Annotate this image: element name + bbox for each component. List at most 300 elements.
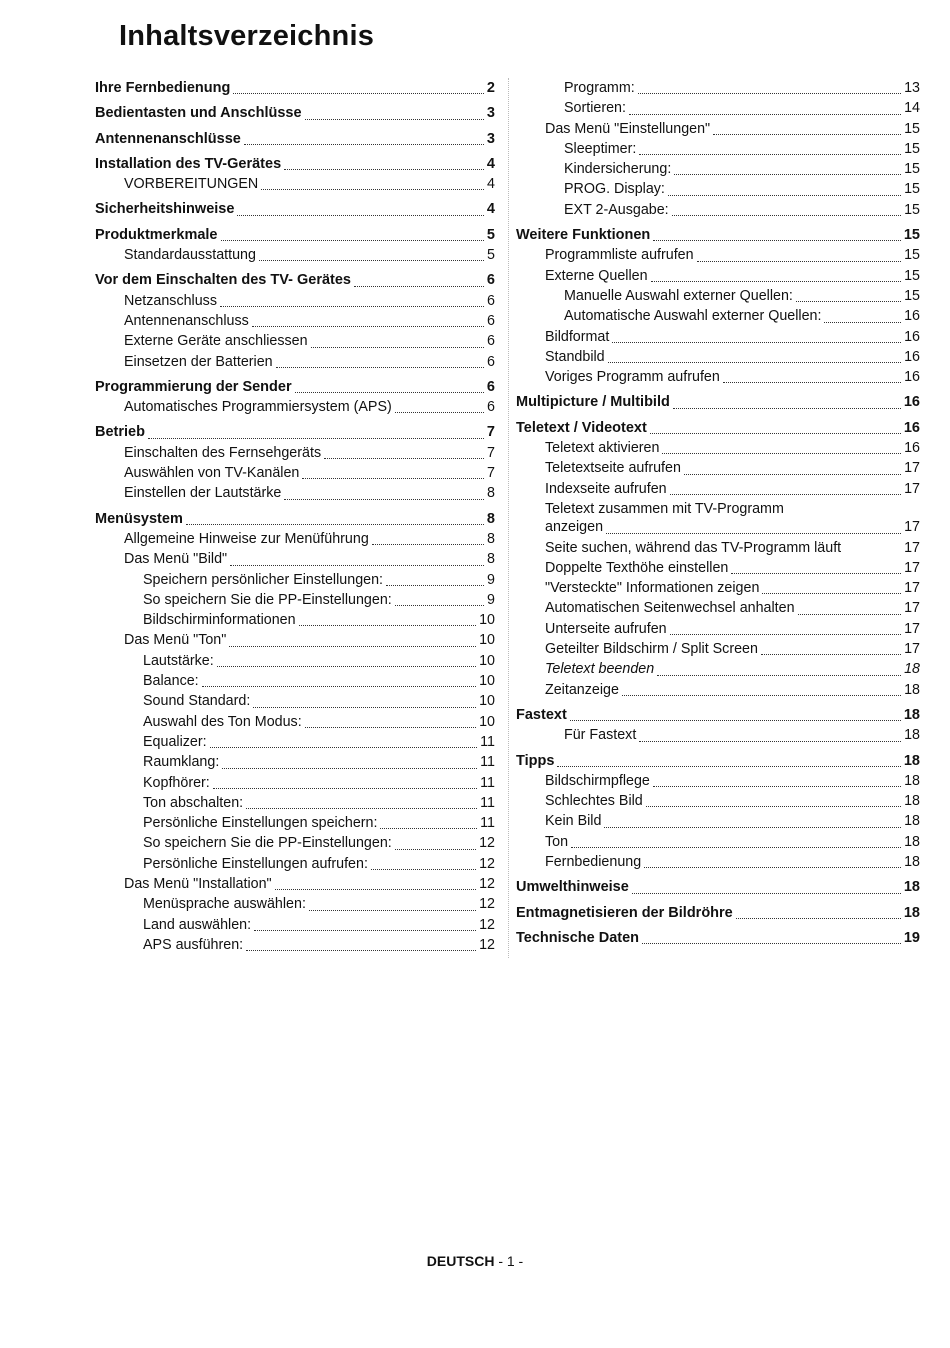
toc-entry-label: Schlechtes Bild — [545, 793, 643, 810]
toc-entry-label: Teletext beenden — [545, 661, 655, 678]
toc-entry-label: Speichern persönlicher Einstellungen: — [143, 571, 384, 588]
dot-leader — [252, 326, 484, 327]
dot-leader — [638, 93, 901, 94]
toc-entry — [95, 570, 495, 590]
toc-entry-label: Bildformat — [545, 328, 610, 345]
toc-entry-page: 3 — [486, 105, 495, 122]
toc-entry-label: Installation des TV-Gerätes — [95, 155, 282, 172]
dot-leader — [653, 786, 901, 787]
toc-entry-label: "Versteckte" Informationen zeigen — [545, 580, 760, 597]
toc-entry — [95, 732, 495, 752]
toc-section — [95, 129, 495, 149]
toc-entry-page: 18 — [904, 772, 920, 789]
toc-entry-page: 17 — [904, 460, 920, 477]
dot-leader — [229, 646, 476, 647]
toc-entry-label: Das Menü "Installation" — [124, 875, 272, 892]
toc-section — [95, 422, 495, 442]
toc-entry-label: Sleeptimer: — [564, 140, 637, 157]
toc-entry — [516, 306, 920, 326]
dot-leader — [557, 766, 900, 767]
dot-leader — [213, 788, 477, 789]
toc-entry — [95, 443, 495, 463]
toc-entry-page: 17 — [904, 620, 920, 637]
toc-entry-label: Menüsprache auswählen: — [143, 896, 306, 913]
toc-entry-label: Antennenanschlüsse — [95, 130, 241, 147]
dot-leader — [639, 741, 901, 742]
toc-entry-page: 10 — [479, 632, 495, 649]
toc-entry — [516, 139, 920, 159]
toc-right-column — [516, 78, 920, 948]
toc-entry-page: 7 — [487, 465, 495, 482]
toc-entry-label: Geteilter Bildschirm / Split Screen — [545, 641, 758, 658]
toc-entry-page: 8 — [487, 485, 495, 502]
toc-entry-label: Auswahl des Ton Modus: — [143, 713, 302, 730]
toc-entry-label: Das Menü "Einstellungen" — [545, 120, 711, 137]
toc-entry — [95, 712, 495, 732]
toc-entry — [95, 915, 495, 935]
dot-leader — [148, 438, 484, 439]
toc-section — [95, 103, 495, 123]
toc-entry-page: 15 — [904, 201, 920, 218]
dot-leader — [650, 433, 901, 434]
dot-leader — [237, 215, 484, 216]
toc-entry-page: 16 — [903, 394, 920, 411]
dot-leader — [395, 849, 476, 850]
toc-entry-label: Teletext zusammen mit TV-Programm — [545, 500, 784, 517]
toc-entry-label: So speichern Sie die PP-Einstellungen: — [143, 591, 392, 608]
toc-entry-page: 7 — [486, 424, 495, 441]
toc-entry-label: Kein Bild — [545, 813, 602, 830]
toc-entry-page: 10 — [479, 713, 495, 730]
toc-entry-label: Automatischen Seitenwechsel anhalten — [545, 600, 795, 617]
toc-entry — [95, 773, 495, 793]
toc-entry — [516, 499, 920, 519]
toc-entry-page: 17 — [904, 519, 920, 536]
toc-section — [516, 928, 920, 948]
toc-entry — [95, 352, 495, 372]
toc-entry-label: Ton — [545, 833, 569, 850]
toc-entry-label: Unterseite aufrufen — [545, 620, 667, 637]
toc-entry-label: Für Fastext — [564, 727, 637, 744]
toc-section — [95, 377, 495, 397]
toc-entry-page: 10 — [479, 673, 495, 690]
toc-entry-label: PROG. Display: — [564, 181, 665, 198]
toc-entry-page: 2 — [486, 80, 495, 96]
toc-entry-page: 15 — [904, 267, 920, 284]
toc-entry — [516, 832, 920, 852]
toc-entry-page: 18 — [903, 904, 920, 921]
toc-entry-label: VORBEREITUNGEN — [124, 176, 259, 193]
toc-entry-page: 18 — [904, 853, 920, 870]
toc-entry — [516, 538, 920, 558]
dot-leader — [253, 707, 476, 708]
toc-section — [516, 903, 920, 923]
toc-entry-label: Raumklang: — [143, 754, 220, 771]
dot-leader — [371, 869, 476, 870]
toc-entry — [516, 286, 920, 306]
dot-leader — [324, 458, 484, 459]
toc-entry-label: Sound Standard: — [143, 693, 251, 710]
toc-entry-label: Doppelte Texthöhe einstellen — [545, 559, 729, 576]
dot-leader — [284, 169, 484, 170]
dot-leader — [186, 524, 484, 525]
dot-leader — [380, 828, 477, 829]
toc-entry-page: 17 — [904, 559, 920, 576]
toc-entry-page: 17 — [904, 600, 920, 617]
dot-leader — [673, 408, 901, 409]
toc-entry-page: 8 — [487, 551, 495, 568]
toc-entry — [516, 639, 920, 659]
dot-leader — [796, 301, 901, 302]
toc-entry — [95, 174, 495, 194]
toc-entry — [95, 793, 495, 813]
toc-entry-page: 6 — [487, 312, 495, 329]
dot-leader — [395, 605, 484, 606]
toc-entry-label: Programmierung der Sender — [95, 378, 292, 395]
dot-leader — [651, 281, 902, 282]
toc-entry — [95, 894, 495, 914]
toc-left-column — [95, 78, 495, 955]
dot-leader — [723, 382, 901, 383]
dot-leader — [736, 918, 901, 919]
toc-entry-page: 17 — [904, 641, 920, 658]
dot-leader — [305, 119, 484, 120]
toc-entry — [95, 590, 495, 610]
toc-entry — [95, 854, 495, 874]
toc-entry-page: 11 — [480, 733, 495, 750]
toc-entry-label: Standbild — [545, 348, 605, 365]
toc-entry-label: Balance: — [143, 673, 199, 690]
dot-leader — [395, 412, 484, 413]
toc-entry-page: 11 — [480, 754, 495, 771]
footer-language: DEUTSCH — [426, 1253, 495, 1269]
toc-entry-label: Bedientasten und Anschlüsse — [95, 105, 302, 122]
toc-entry — [95, 813, 495, 833]
dot-leader — [713, 134, 901, 135]
dot-leader — [246, 950, 476, 951]
toc-entry-label: Ton abschalten: — [143, 794, 244, 811]
toc-entry-label: Programmliste aufrufen — [545, 247, 694, 264]
toc-entry-page: 16 — [904, 348, 920, 365]
toc-entry — [95, 483, 495, 503]
toc-entry-page: 18 — [903, 879, 920, 896]
toc-entry-page: 18 — [904, 661, 920, 678]
toc-entry-page: 16 — [904, 328, 920, 345]
toc-entry — [516, 578, 920, 598]
toc-entry — [95, 671, 495, 691]
dot-leader — [670, 634, 902, 635]
toc-entry-label: Persönliche Einstellungen speichern: — [143, 815, 378, 832]
dot-leader — [606, 533, 901, 534]
dot-leader — [761, 654, 901, 655]
dot-leader — [254, 930, 476, 931]
toc-entry-label: anzeigen — [545, 519, 604, 536]
toc-entry-label: Umwelthinweise — [516, 879, 629, 896]
toc-entry-page: 15 — [904, 120, 920, 137]
toc-entry — [95, 463, 495, 483]
toc-section — [95, 199, 495, 219]
toc-entry — [516, 852, 920, 872]
toc-entry-label: Technische Daten — [516, 929, 640, 946]
dot-leader — [354, 286, 484, 287]
toc-entry-page: 6 — [486, 272, 495, 289]
toc-entry-label: Manuelle Auswahl externer Quellen: — [564, 287, 793, 304]
toc-entry-page: 6 — [487, 292, 495, 309]
dot-leader — [210, 747, 478, 748]
toc-entry-page: 12 — [479, 936, 495, 953]
toc-entry — [95, 833, 495, 853]
dot-leader — [697, 261, 902, 262]
dot-leader — [246, 808, 477, 809]
toc-entry — [95, 752, 495, 772]
dot-leader — [639, 154, 901, 155]
toc-entry-label: Netzanschluss — [124, 292, 217, 309]
toc-entry-label: Produktmerkmale — [95, 226, 218, 243]
page-footer — [0, 1253, 950, 1269]
dot-leader — [670, 494, 901, 495]
toc-entry-page: 6 — [487, 333, 495, 350]
toc-entry-label: So speichern Sie die PP-Einstellungen: — [143, 835, 392, 852]
toc-entry-page: 9 — [487, 591, 495, 608]
toc-entry — [516, 78, 920, 98]
dot-leader — [629, 114, 901, 115]
toc-section — [516, 392, 920, 412]
dot-leader — [233, 93, 484, 94]
toc-entry-page: 6 — [486, 378, 495, 395]
toc-entry-label: Externe Quellen — [545, 267, 648, 284]
toc-entry-label: Menüsystem — [95, 510, 183, 527]
dot-leader — [222, 768, 477, 769]
dot-leader — [372, 544, 484, 545]
dot-leader — [220, 306, 484, 307]
toc-entry-page: 12 — [479, 896, 495, 913]
toc-section — [95, 78, 495, 98]
toc-entry-label: Ihre Fernbedienung — [95, 80, 231, 96]
toc-entry-page: 18 — [904, 793, 920, 810]
toc-entry-page: 16 — [904, 369, 920, 386]
toc-section — [95, 225, 495, 245]
toc-entry — [516, 619, 920, 639]
toc-entry-label: Antennenanschluss — [124, 312, 249, 329]
dot-leader — [305, 727, 476, 728]
toc-entry-page: 4 — [486, 201, 495, 218]
toc-entry — [95, 397, 495, 417]
dot-leader — [217, 666, 476, 667]
toc-entry — [516, 725, 920, 745]
toc-entry-page: 12 — [479, 916, 495, 933]
toc-entry-label: Automatische Auswahl externer Quellen: — [564, 308, 822, 325]
dot-leader — [202, 686, 476, 687]
dot-leader — [571, 847, 901, 848]
toc-entry-label: Sortieren: — [564, 100, 626, 117]
toc-entry — [516, 479, 920, 499]
toc-entry — [516, 458, 920, 478]
dot-leader — [604, 827, 901, 828]
toc-entry-page: 13 — [904, 80, 920, 96]
toc-entry-page: 16 — [904, 308, 920, 325]
dot-leader — [762, 593, 901, 594]
dot-leader — [657, 675, 901, 676]
toc-entry-label: Fastext — [516, 706, 567, 723]
toc-entry — [516, 680, 920, 700]
toc-entry-label: Fernbedienung — [545, 853, 642, 870]
toc-entry-label: Teletextseite aufrufen — [545, 460, 681, 477]
page-title: Inhaltsverzeichnis — [119, 20, 375, 52]
toc-entry-page: 17 — [904, 580, 920, 597]
dot-leader — [642, 943, 901, 944]
toc-entry — [516, 179, 920, 199]
dot-leader — [221, 240, 484, 241]
toc-entry-label: Voriges Programm aufrufen — [545, 369, 720, 386]
toc-entry-page: 17 — [904, 539, 920, 556]
toc-entry-page: 16 — [903, 419, 920, 436]
dot-leader — [646, 806, 901, 807]
toc-entry — [516, 98, 920, 118]
toc-entry-page: 15 — [904, 287, 920, 304]
toc-entry — [516, 771, 920, 791]
toc-entry-page: 14 — [904, 100, 920, 117]
dot-leader — [824, 322, 901, 323]
dot-leader — [684, 474, 901, 475]
toc-entry — [95, 935, 495, 955]
dot-leader — [295, 392, 484, 393]
toc-entry-page: 18 — [904, 813, 920, 830]
toc-entry-page: 12 — [479, 855, 495, 872]
toc-entry-page: 11 — [480, 794, 495, 811]
dot-leader — [798, 614, 902, 615]
toc-entry-label: Einstellen der Lautstärke — [124, 485, 282, 502]
toc-entry — [95, 691, 495, 711]
dot-leader — [612, 342, 901, 343]
column-divider — [508, 78, 509, 958]
toc-entry-page: 18 — [903, 706, 920, 723]
toc-entry-page: 8 — [487, 530, 495, 547]
toc-entry-label: Indexseite aufrufen — [545, 480, 667, 497]
toc-entry-label: Betrieb — [95, 424, 145, 441]
toc-entry-label: Multipicture / Multibild — [516, 394, 670, 411]
toc-entry-page: 3 — [486, 130, 495, 147]
dot-leader — [668, 195, 901, 196]
toc-entry — [516, 347, 920, 367]
toc-entry-label: EXT 2-Ausgabe: — [564, 201, 669, 218]
dot-leader — [276, 367, 484, 368]
toc-entry-label: Vor dem Einschalten des TV- Gerätes — [95, 272, 351, 289]
dot-leader — [674, 174, 901, 175]
toc-entry-label: Programm: — [564, 80, 635, 96]
toc-entry-page: 5 — [486, 226, 495, 243]
toc-entry-label: Standardausstattung — [124, 247, 256, 264]
toc-entry — [95, 529, 495, 549]
toc-entry — [516, 266, 920, 286]
toc-entry — [95, 630, 495, 650]
toc-entry-label: Entmagnetisieren der Bildröhre — [516, 904, 733, 921]
footer-page-number: - 1 - — [498, 1253, 524, 1269]
toc-entry-label: Teletext aktivieren — [545, 440, 660, 457]
toc-entry-label: Externe Geräte anschliessen — [124, 333, 308, 350]
toc-section — [516, 751, 920, 771]
toc-entry-page: 4 — [487, 176, 495, 193]
toc-section — [516, 418, 920, 438]
toc-entry-label: Kopfhörer: — [143, 774, 210, 791]
toc-entry-page: 12 — [479, 875, 495, 892]
dot-leader — [608, 362, 901, 363]
toc-entry-label: Das Menü "Ton" — [124, 632, 227, 649]
toc-entry — [516, 558, 920, 578]
toc-entry-label: Land auswählen: — [143, 916, 252, 933]
toc-entry-label: Allgemeine Hinweise zur Menüführung — [124, 530, 369, 547]
toc-entry — [95, 291, 495, 311]
toc-entry — [95, 245, 495, 265]
toc-entry — [95, 311, 495, 331]
dot-leader — [230, 565, 484, 566]
toc-entry-label: Das Menü "Bild" — [124, 551, 228, 568]
toc-entry — [516, 811, 920, 831]
toc-entry-label: Auswählen von TV-Kanälen — [124, 465, 300, 482]
toc-entry — [516, 327, 920, 347]
toc-entry-page: 15 — [903, 227, 920, 244]
toc-entry-label: Einsetzen der Batterien — [124, 353, 273, 370]
toc-section — [95, 270, 495, 290]
dot-leader — [299, 625, 477, 626]
dot-leader — [284, 499, 484, 500]
dot-leader — [311, 347, 484, 348]
dot-leader — [261, 189, 484, 190]
toc-entry-label: Kindersicherung: — [564, 161, 672, 178]
toc-entry-page: 15 — [904, 247, 920, 264]
dot-leader — [386, 585, 484, 586]
dot-leader — [302, 478, 484, 479]
toc-entry-label: Sicherheitshinweise — [95, 201, 235, 218]
toc-entry-label: Bildschirminformationen — [143, 612, 296, 629]
toc-section — [95, 154, 495, 174]
dot-leader — [653, 240, 901, 241]
dot-leader — [672, 215, 901, 216]
toc-entry-label: Teletext / Videotext — [516, 419, 647, 436]
toc-entry — [95, 549, 495, 569]
toc-entry-label: Tipps — [516, 752, 555, 769]
toc-entry-label: Equalizer: — [143, 733, 207, 750]
toc-entry-page: 17 — [904, 480, 920, 497]
toc-entry — [516, 659, 920, 679]
dot-leader — [309, 910, 476, 911]
toc-entry-page: 15 — [904, 140, 920, 157]
toc-entry-page: 19 — [903, 929, 920, 946]
toc-entry — [516, 517, 920, 537]
toc-entry-label: Einschalten des Fernsehgeräts — [124, 444, 322, 461]
toc-entry — [516, 438, 920, 458]
toc-entry-page: 12 — [479, 835, 495, 852]
toc-entry-page: 18 — [903, 752, 920, 769]
dot-leader — [731, 573, 901, 574]
toc-entry-page: 16 — [904, 440, 920, 457]
toc-entry — [516, 119, 920, 139]
toc-entry — [516, 367, 920, 387]
toc-entry — [516, 791, 920, 811]
toc-entry-label: Bildschirmpflege — [545, 772, 650, 789]
dot-leader — [259, 260, 484, 261]
toc-entry — [516, 598, 920, 618]
toc-entry-page: 11 — [480, 774, 495, 791]
dot-leader — [570, 720, 901, 721]
dot-leader — [275, 889, 476, 890]
dot-leader — [662, 453, 901, 454]
toc-entry — [95, 610, 495, 630]
toc-section — [95, 509, 495, 529]
toc-entry-page: 5 — [487, 247, 495, 264]
toc-entry-page: 7 — [487, 444, 495, 461]
toc-entry-page: 4 — [486, 155, 495, 172]
toc-section — [516, 225, 920, 245]
